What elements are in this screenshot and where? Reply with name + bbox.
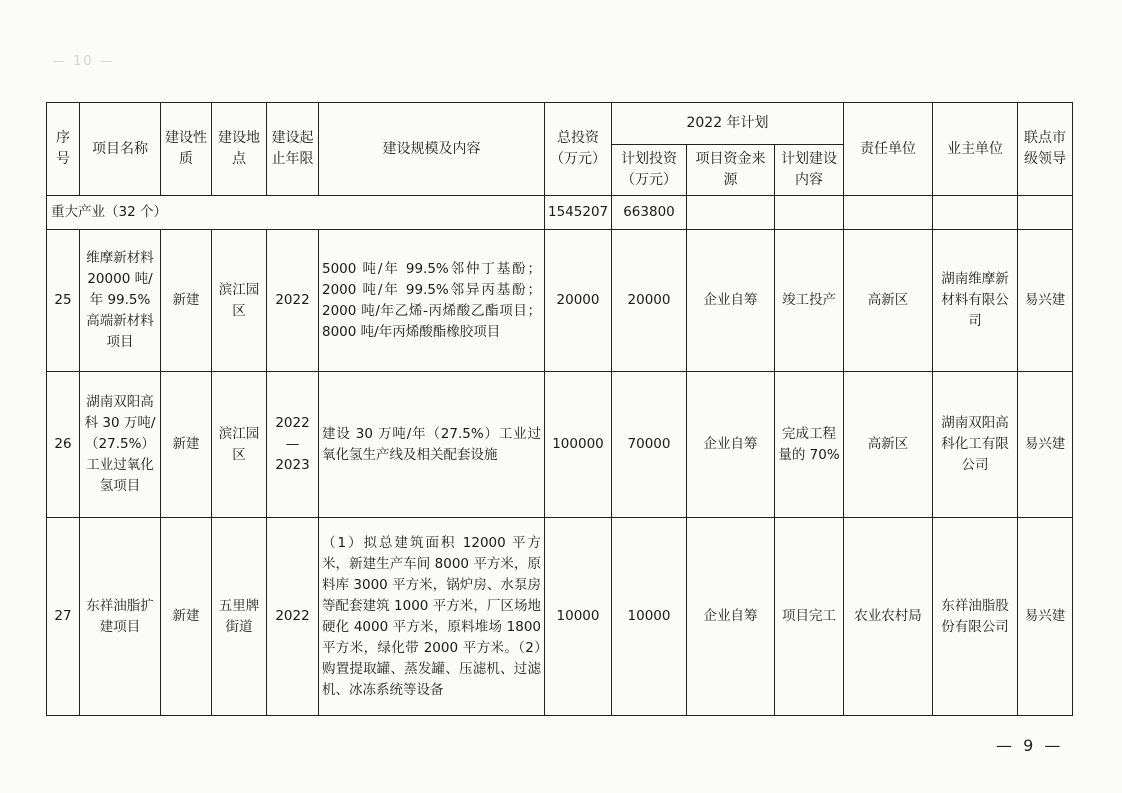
col-header-plan-invest: 计划投资（万元）	[612, 145, 687, 196]
table-row	[47, 518, 1073, 716]
cell-total-invest: 10000	[545, 518, 612, 716]
category-empty-cell	[775, 196, 844, 230]
cell-plan-content: 竣工投产	[775, 230, 844, 372]
table-row	[47, 372, 1073, 518]
cell-plan-content: 完成工程量的 70%	[775, 372, 844, 518]
category-empty-cell	[844, 196, 933, 230]
cell-plan-invest: 20000	[612, 230, 687, 372]
category-label: 重大产业（32 个）	[47, 196, 545, 230]
cell-location: 五里牌街道	[212, 518, 267, 716]
cell-fund-source: 企业自筹	[687, 230, 775, 372]
col-header-total-invest: 总投资（万元）	[545, 103, 612, 196]
cell-total-invest: 20000	[545, 230, 612, 372]
cell-resp-unit: 农业农村局	[844, 518, 933, 716]
cell-total-invest: 100000	[545, 372, 612, 518]
col-header-resp-unit: 责任单位	[844, 103, 933, 196]
col-header-location: 建设地点	[212, 103, 267, 196]
cell-plan-content: 项目完工	[775, 518, 844, 716]
cell-owner-unit: 湖南双阳高科化工有限公司	[933, 372, 1018, 518]
cell-leader: 易兴建	[1018, 518, 1073, 716]
cell-nature: 新建	[161, 230, 212, 372]
cell-plan-invest: 70000	[612, 372, 687, 518]
project-plan-table	[46, 102, 1073, 716]
cell-leader: 易兴建	[1018, 372, 1073, 518]
cell-name: 东祥油脂扩建项目	[80, 518, 161, 716]
header-row-1	[47, 103, 1073, 145]
col-header-seq: 序号	[47, 103, 80, 196]
cell-nature: 新建	[161, 518, 212, 716]
cell-name: 湖南双阳高科 30 万吨/（27.5%）工业过氧化氢项目	[80, 372, 161, 518]
cell-location: 滨江园区	[212, 372, 267, 518]
col-header-period: 建设起止年限	[267, 103, 319, 196]
cell-owner-unit: 东祥油脂股份有限公司	[933, 518, 1018, 716]
cell-owner-unit: 湖南维摩新材料有限公司	[933, 230, 1018, 372]
cell-resp-unit: 高新区	[844, 230, 933, 372]
col-header-nature: 建设性质	[161, 103, 212, 196]
table-row	[47, 230, 1073, 372]
cell-period: 2022—2023	[267, 372, 319, 518]
cell-seq: 27	[47, 518, 80, 716]
cell-period: 2022	[267, 518, 319, 716]
cell-scope: （1）拟总建筑面积 12000 平方米，新建生产车间 8000 平方米，原料库 3000 平方米，锅炉房、水泵房等配套建筑 1000 平方米，厂区场地硬化 4000 平方米，原料堆场 1800 平方米，绿化带 2000 平方米。（2）购置提取罐、蒸发罐、压滤机、过滤机、冰冻系统等设备	[319, 518, 545, 716]
category-empty-cell	[1018, 196, 1073, 230]
category-total-invest: 1545207	[545, 196, 612, 230]
category-empty-cell	[933, 196, 1018, 230]
col-header-scope: 建设规模及内容	[319, 103, 545, 196]
col-header-plan-content: 计划建设内容	[775, 145, 844, 196]
page-footer-number: — 9 —	[996, 736, 1064, 755]
cell-seq: 25	[47, 230, 80, 372]
cell-fund-source: 企业自筹	[687, 518, 775, 716]
cell-seq: 26	[47, 372, 80, 518]
cell-location: 滨江园区	[212, 230, 267, 372]
cell-scope: 建设 30 万吨/年（27.5%）工业过氧化氢生产线及相关配套设施	[319, 372, 545, 518]
col-header-owner-unit: 业主单位	[933, 103, 1018, 196]
cell-resp-unit: 高新区	[844, 372, 933, 518]
col-header-name: 项目名称	[80, 103, 161, 196]
col-header-leader: 联点市级领导	[1018, 103, 1073, 196]
category-row	[47, 196, 1073, 230]
cell-name: 维摩新材料 20000 吨/年 99.5%高端新材料项目	[80, 230, 161, 372]
cell-nature: 新建	[161, 372, 212, 518]
col-header-fund-source: 项目资金来源	[687, 145, 775, 196]
category-empty-cell	[687, 196, 775, 230]
cell-fund-source: 企业自筹	[687, 372, 775, 518]
cell-plan-invest: 10000	[612, 518, 687, 716]
cell-period: 2022	[267, 230, 319, 372]
cell-scope: 5000 吨/年 99.5%邻仲丁基酚；2000 吨/年 99.5%邻异丙基酚；2000 吨/年乙烯-丙烯酸乙酯项目；8000 吨/年丙烯酸酯橡胶项目	[319, 230, 545, 372]
category-plan-invest: 663800	[612, 196, 687, 230]
cell-leader: 易兴建	[1018, 230, 1073, 372]
page-header-number: — 10 —	[52, 54, 115, 69]
col-header-plan-2022: 2022 年计划	[612, 103, 844, 145]
